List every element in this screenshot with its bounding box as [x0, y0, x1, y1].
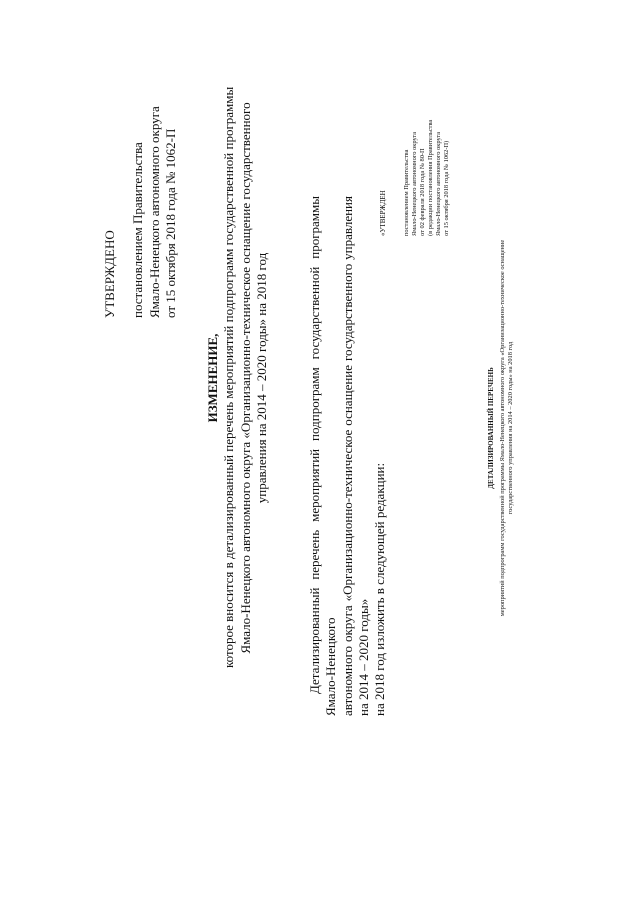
quoted-approval-block — [379, 120, 451, 236]
body-line: Детализированный перечень мероприятий подпрограмм государственной программы Ямало-Ненецкого — [307, 196, 339, 716]
detailed-list-line: мероприятий подпрограмм государственной программы Ямало-Ненецкого автономного округа «Организационно-техническое оснащение — [498, 239, 506, 617]
change-title: ИЗМЕНЕНИЕ, — [205, 333, 220, 423]
approval-line: постановлением Правительства — [130, 142, 146, 318]
quoted-approval-line: Ямало-Ненецкого автономного округа — [410, 131, 418, 236]
body-line: автономного округа «Организационно-техническое оснащение государственного управления на 2014 – 2020 годы» — [339, 196, 371, 716]
approval-header: УТВЕРЖДЕНО — [102, 230, 117, 318]
quoted-approval-line: от 02 февраля 2018 года № 80-П — [418, 148, 426, 236]
detailed-list-line: государственного управления на 2014 – 2020 годы» на 2018 год — [506, 341, 514, 515]
change-line: которое вносится в детализированный перечень мероприятий подпрограмм государственной программы — [221, 86, 237, 668]
approval-line: от 15 октября 2018 года № 1062-П — [162, 128, 178, 318]
body-line: на 2018 год изложить в следующей редакции: — [372, 462, 387, 716]
change-block — [205, 88, 270, 668]
detailed-list-block — [487, 218, 515, 638]
approval-line: Ямало-Ненецкого автономного округа — [146, 106, 162, 318]
body-paragraph — [307, 196, 388, 716]
change-line: Ямало-Ненецкого автономного округа «Организационно-техническое оснащение государственного — [237, 102, 253, 654]
quoted-approval-line: (в редакции постановления Правительства — [426, 119, 434, 236]
quoted-approval-line: от 15 октября 2018 года № 1062-П) — [442, 140, 450, 236]
quoted-approval-line: Ямало-Ненецкого автономного округа — [434, 131, 442, 236]
approval-block — [102, 106, 179, 318]
change-line: управления на 2014 – 2020 годы» на 2018 год — [253, 252, 269, 504]
quoted-approval-line: постановлением Правительства — [402, 149, 410, 236]
quoted-approval-header: «УТВЕРЖДЕН — [379, 190, 387, 236]
detailed-list-title: ДЕТАЛИЗИРОВАННЫЙ ПЕРЕЧЕНЬ — [487, 367, 495, 489]
